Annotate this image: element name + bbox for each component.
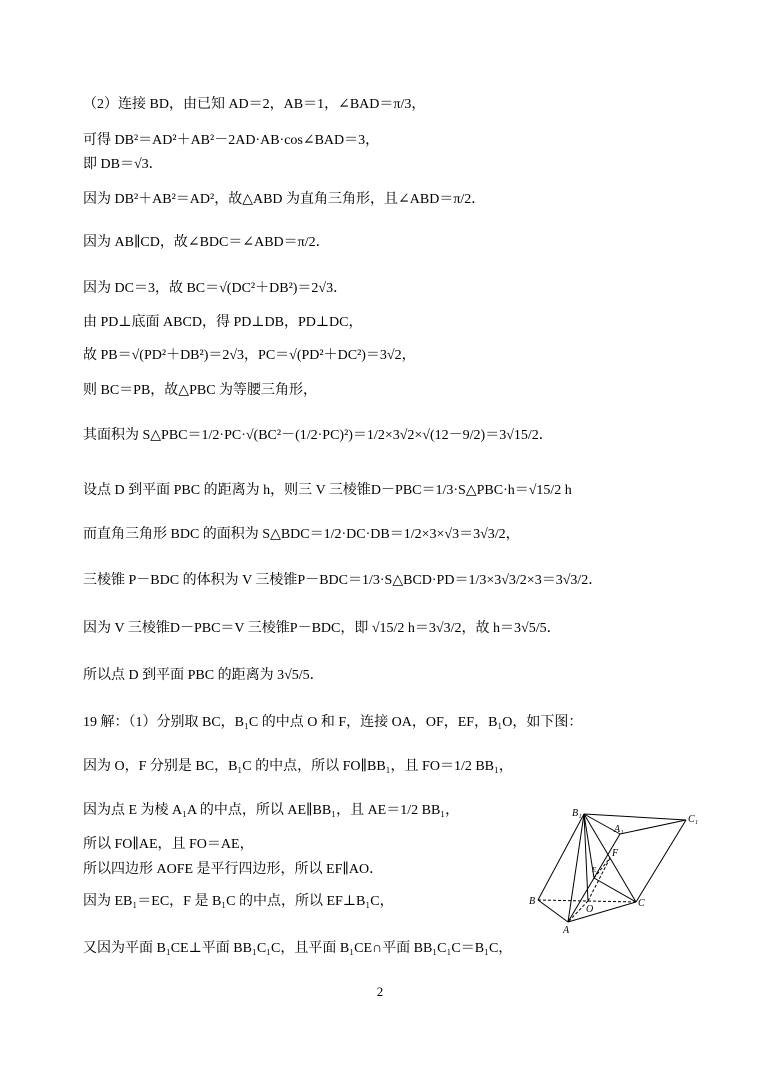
p2-line-1: （2）连接 BD，由已知 AD＝2，AB＝1，∠BAD＝π/3， [83,97,426,112]
p19-line-6: 因为 EB₁＝EC，F 是 B₁C 的中点，所以 EF⊥B₁C， [83,894,394,909]
p19-line-5: 所以四边形 AOFE 是平行四边形，所以 EF∥AO． [83,862,384,877]
edge-E-F [594,858,610,878]
label-B1: B₁ [572,808,582,819]
p2-line-12: 而直角三角形 BDC 的面积为 S△BDC＝1/2·DC·DB＝1/2×3×√3＝3√3/2， [83,527,520,542]
p2-line-5: 因为 AB∥CD，故∠BDC＝∠ABD＝π/2． [83,235,330,250]
label-E: E [592,866,597,874]
edge-B1-C1 [584,814,686,820]
label-F: F [612,848,619,859]
p2-line-9: 则 BC＝PB，故△PBC 为等腰三角形， [83,383,318,398]
label-B: B [529,896,536,907]
page-number: 2 [376,984,384,999]
p2-line-11: 设点 D 到平面 PBC 的距离为 h，则三 V 三棱锥D－PBC＝1/3·S△PBC·h＝√15/2 h [83,483,572,498]
edge-A1-C1 [620,820,686,834]
p2-line-3: 即 DB＝√3． [83,157,163,172]
p2-line-4: 因为 DB²＋AB²＝AD²，故△ABD 为直角三角形，且∠ABD＝π/2． [83,192,486,207]
p2-line-7: 由 PD⊥底面 ABCD，得 PD⊥DB，PD⊥DC， [83,315,363,330]
p2-line-8: 故 PB＝√(PD²＋DB²)＝2√3，PC＝√(PD²＋DC²)＝3√2， [83,348,416,363]
p19-line-3: 因为点 E 为棱 A₁A 的中点，所以 AE∥BB₁，且 AE＝1/2 BB₁， [83,803,460,818]
p2-line-10: 其面积为 S△PBC＝1/2·PC·√(BC²－(1/2·PC)²)＝1/2×3√2×√(12－9/2)＝3√15/2． [83,428,553,443]
p19-line-4: 所以 FO∥AE，且 FO＝AE， [83,837,254,852]
p19-line-7: 又因为平面 B₁CE⊥平面 BB₁C₁C，且平面 B₁CE∩平面 BB₁C₁C＝B₁C， [83,941,513,956]
p2-line-2: 可得 DB²＝AD²＋AB²－2AD·AB·cos∠BAD＝3， [83,133,380,148]
label-A: A [563,925,570,936]
prism-figure [528,806,700,936]
p2-line-6: 因为 DC＝3，故 BC＝√(DC²＋DB²)＝2√3． [83,281,348,296]
p19-line-1: 19 解：（1）分别取 BC，B₁C 的中点 O 和 F，连接 OA，OF，EF，B₁O，如下图： [83,715,583,730]
p2-line-14: 因为 V 三棱锥D－PBC＝V 三棱锥P－BDC，即 √15/2 h＝3√3/2，故 h＝3√5/5． [83,621,561,636]
label-C: C [638,898,645,909]
label-O: O [586,904,594,915]
edge-C1-C [636,820,686,902]
edge-E-C [594,878,636,902]
edge-B1-B [538,814,584,900]
p2-line-13: 三棱锥 P－BDC 的体积为 V 三棱锥P－BDC＝1/3·S△BCD·PD＝1/3×3√3/2×3＝3√3/2． [83,573,603,588]
edge-B1-A [568,814,584,922]
edge-B-A [538,900,568,922]
label-A1: A₁ [614,824,624,835]
p19-line-2: 因为 O，F 分别是 BC，B₁C 的中点，所以 FO∥BB₁，且 FO＝1/2 BB₁， [83,759,513,774]
p2-line-15: 所以点 D 到平面 PBC 的距离为 3√5/5． [83,668,324,683]
edge-O-F [588,858,610,901]
label-C1: C₁ [688,814,699,825]
